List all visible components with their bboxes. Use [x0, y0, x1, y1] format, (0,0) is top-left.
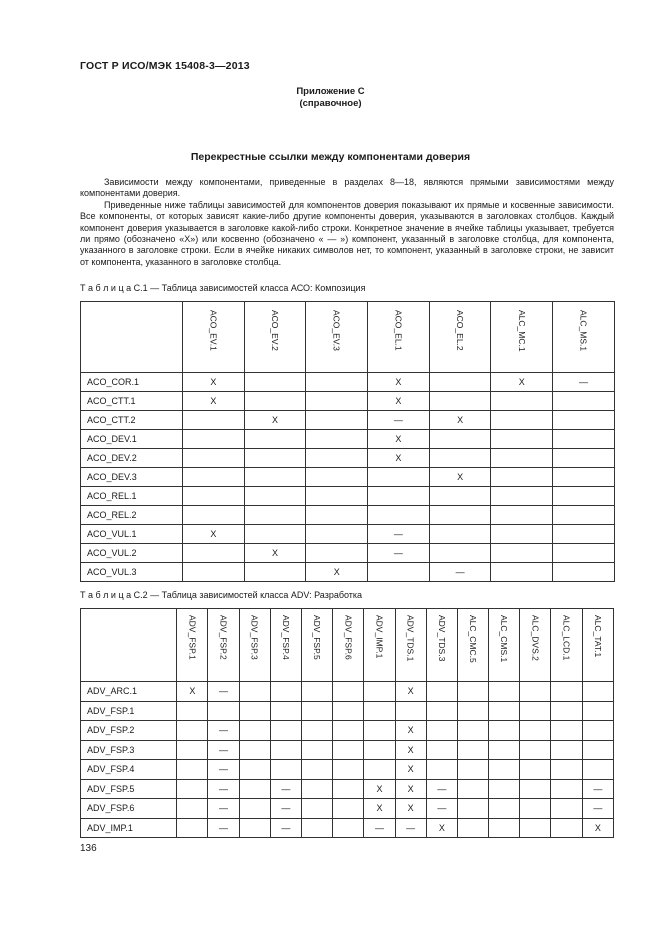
dependency-cell [183, 449, 245, 468]
dependency-cell [301, 760, 332, 780]
dependency-cell [489, 740, 520, 760]
dependency-cell [244, 468, 306, 487]
dependency-table-adv [80, 608, 614, 838]
column-header-label: ADV_FSP.6 [343, 615, 354, 660]
dependency-cell [489, 818, 520, 838]
dependency-cell [183, 563, 245, 582]
dependency-cell [270, 721, 301, 741]
dependency-cell: X [395, 740, 426, 760]
dependency-cell [306, 430, 368, 449]
row-header: ACO_REL.2 [81, 506, 183, 525]
table-row [81, 779, 614, 799]
dependency-cell [306, 373, 368, 392]
dependency-cell [183, 487, 245, 506]
dependency-cell [520, 701, 551, 721]
dependency-cell [491, 544, 553, 563]
column-header [364, 609, 395, 682]
dependency-cell [244, 563, 306, 582]
dependency-cell [270, 740, 301, 760]
table-row [81, 468, 615, 487]
dependency-cell [306, 487, 368, 506]
dependency-cell [457, 779, 488, 799]
dependency-cell [551, 682, 582, 702]
row-header: ACO_DEV.1 [81, 430, 183, 449]
column-header [489, 609, 520, 682]
dependency-cell: — [553, 373, 615, 392]
dependency-cell [364, 721, 395, 741]
dependency-cell [306, 392, 368, 411]
dependency-cell [553, 468, 615, 487]
table-row [81, 760, 614, 780]
dependency-cell [520, 760, 551, 780]
document-header: ГОСТ Р ИСО/МЭК 15408-3—2013 [80, 60, 250, 72]
dependency-cell [395, 701, 426, 721]
dependency-cell [244, 506, 306, 525]
column-header [582, 609, 613, 682]
column-header-label: ALC_DVS.2 [530, 615, 541, 661]
dependency-cell [489, 682, 520, 702]
column-header [395, 609, 426, 682]
column-header [520, 609, 551, 682]
dependency-cell [520, 799, 551, 819]
dependency-cell [301, 721, 332, 741]
row-header: ADV_FSP.4 [81, 760, 177, 780]
row-header: ADV_FSP.5 [81, 779, 177, 799]
dependency-cell: — [270, 779, 301, 799]
column-header [208, 609, 239, 682]
dependency-cell [491, 468, 553, 487]
dependency-cell: X [183, 392, 245, 411]
dependency-cell [520, 779, 551, 799]
dependency-cell: — [208, 682, 239, 702]
dependency-cell [457, 701, 488, 721]
dependency-cell: — [208, 760, 239, 780]
table-row [81, 487, 615, 506]
dependency-cell [520, 740, 551, 760]
dependency-cell [489, 799, 520, 819]
paragraph: Приведенные ниже таблицы зависимостей для компонентов доверия показывают их прямые и косвенные зависимости. Все компоненты, от которых зависят какие-либо другие компоненты доверия, указываются в заголовках столбцов. Каждый компонент доверия указывается в заголовке какой-либо строки. Конкретное значение в ячейке таблицы указывает, требуется ли прямо (обозначено «X») или косвенно (обозначено « — ») компонент, указанный в заголовке столбца, для компонента, указанного в заголовке строки. Если в ячейке никаких символов нет, то компонент, указанный в заголовке строки, не зависит от компонента, указанного в заголовке столбца. [80, 199, 614, 267]
dependency-cell [333, 740, 364, 760]
dependency-cell: — [368, 525, 430, 544]
dependency-cell [368, 563, 430, 582]
column-header [426, 609, 457, 682]
dependency-cell [239, 799, 270, 819]
dependency-cell [429, 430, 491, 449]
dependency-cell: X [491, 373, 553, 392]
dependency-cell [244, 487, 306, 506]
table-row [81, 563, 615, 582]
dependency-cell [177, 701, 208, 721]
row-header: ADV_FSP.6 [81, 799, 177, 819]
dependency-cell: X [244, 411, 306, 430]
column-header-label: ADV_FSP.4 [280, 615, 291, 660]
column-header-label: ACO_EV.1 [208, 310, 219, 351]
dependency-cell: — [429, 563, 491, 582]
dependency-cell [301, 701, 332, 721]
dependency-cell [239, 760, 270, 780]
dependency-cell: X [368, 373, 430, 392]
row-header: ACO_VUL.2 [81, 544, 183, 563]
dependency-cell [491, 430, 553, 449]
dependency-cell [457, 799, 488, 819]
dependency-cell [270, 760, 301, 780]
dependency-cell: — [270, 818, 301, 838]
column-header-label: ACO_EL.2 [455, 310, 466, 351]
table-row [81, 799, 614, 819]
column-header-label: ALC_CMC.5 [468, 615, 479, 663]
dependency-cell [183, 544, 245, 563]
table-caption-c1: Т а б л и ц а С.1 — Таблица зависимостей класса АСО: Композиция [80, 283, 366, 293]
dependency-cell [491, 392, 553, 411]
dependency-cell [364, 760, 395, 780]
dependency-cell [582, 740, 613, 760]
dependency-cell [306, 468, 368, 487]
column-header [553, 302, 615, 373]
column-header [491, 302, 553, 373]
column-header-label: ALC_TAT.1 [592, 615, 603, 658]
column-header [183, 302, 245, 373]
column-header-label: ADV_TDS.3 [436, 615, 447, 662]
header-corner-cell [81, 302, 183, 373]
table-row [81, 392, 615, 411]
dependency-cell [553, 411, 615, 430]
row-header: ADV_FSP.1 [81, 701, 177, 721]
dependency-cell [301, 682, 332, 702]
column-header-label: ALC_LCD.1 [561, 615, 572, 661]
dependency-cell [551, 701, 582, 721]
appendix-label: Приложение С [296, 86, 365, 97]
dependency-cell [429, 506, 491, 525]
dependency-cell [553, 487, 615, 506]
dependency-cell [301, 779, 332, 799]
dependency-cell: X [395, 721, 426, 741]
dependency-cell [368, 487, 430, 506]
column-header-label: ADV_FSP.1 [187, 615, 198, 660]
dependency-cell: X [395, 799, 426, 819]
dependency-cell [333, 799, 364, 819]
dependency-cell [426, 760, 457, 780]
dependency-cell [183, 506, 245, 525]
table-row [81, 525, 615, 544]
dependency-cell [489, 760, 520, 780]
dependency-cell [426, 682, 457, 702]
dependency-cell [553, 392, 615, 411]
dependency-cell [582, 682, 613, 702]
dependency-cell [368, 506, 430, 525]
column-header-label: ACO_EL.1 [393, 310, 404, 351]
dependency-cell: X [395, 779, 426, 799]
table-row [81, 430, 615, 449]
dependency-cell [301, 818, 332, 838]
dependency-cell [244, 525, 306, 544]
dependency-cell [457, 760, 488, 780]
row-header: ACO_VUL.1 [81, 525, 183, 544]
dependency-cell [364, 701, 395, 721]
column-header-label: ACO_EV.3 [331, 310, 342, 351]
dependency-cell [368, 468, 430, 487]
dependency-cell: — [368, 544, 430, 563]
row-header: ACO_REL.1 [81, 487, 183, 506]
dependency-cell [491, 449, 553, 468]
page-number: 136 [80, 843, 97, 854]
dependency-cell: — [208, 740, 239, 760]
dependency-cell [244, 449, 306, 468]
dependency-cell [429, 449, 491, 468]
table-row [81, 721, 614, 741]
column-header [244, 302, 306, 373]
column-header-label: ACO_EV.2 [270, 310, 281, 351]
dependency-cell [426, 740, 457, 760]
column-header [333, 609, 364, 682]
dependency-cell [429, 525, 491, 544]
dependency-cell [177, 740, 208, 760]
dependency-cell: — [208, 799, 239, 819]
row-header: ACO_CTT.1 [81, 392, 183, 411]
dependency-cell [429, 544, 491, 563]
intro-text [80, 177, 614, 268]
column-header-label: ADV_IMP.1 [374, 615, 385, 659]
row-header: ACO_VUL.3 [81, 563, 183, 582]
dependency-cell [489, 721, 520, 741]
dependency-cell [582, 701, 613, 721]
dependency-cell [426, 701, 457, 721]
table-header-row [81, 302, 615, 373]
dependency-cell [270, 682, 301, 702]
column-header-label: ADV_TDS.1 [405, 615, 416, 662]
dependency-cell [333, 779, 364, 799]
dependency-cell [457, 740, 488, 760]
dependency-cell [306, 506, 368, 525]
dependency-cell: X [368, 430, 430, 449]
dependency-cell: X [582, 818, 613, 838]
dependency-cell: X [183, 373, 245, 392]
appendix-title [0, 86, 661, 110]
dependency-cell [301, 799, 332, 819]
dependency-cell [333, 721, 364, 741]
dependency-cell: — [426, 779, 457, 799]
dependency-cell: — [270, 799, 301, 819]
dependency-cell: X [183, 525, 245, 544]
dependency-cell: — [364, 818, 395, 838]
dependency-cell [489, 701, 520, 721]
dependency-cell [520, 682, 551, 702]
dependency-cell [553, 563, 615, 582]
dependency-cell: X [429, 411, 491, 430]
dependency-cell [551, 799, 582, 819]
dependency-cell [183, 411, 245, 430]
column-header-label: ADV_FSP.3 [249, 615, 260, 660]
dependency-cell [491, 487, 553, 506]
row-header: ACO_CTT.2 [81, 411, 183, 430]
dependency-cell [239, 779, 270, 799]
dependency-cell: X [395, 682, 426, 702]
column-header [368, 302, 430, 373]
dependency-cell [457, 682, 488, 702]
table-caption-c2: Т а б л и ц а С.2 — Таблица зависимостей класса ADV: Разработка [80, 590, 363, 600]
dependency-cell: X [395, 760, 426, 780]
column-header-label: ADV_FSP.2 [218, 615, 229, 660]
column-header [177, 609, 208, 682]
table-row [81, 544, 615, 563]
dependency-cell [333, 701, 364, 721]
row-header: ADV_ARC.1 [81, 682, 177, 702]
dependency-cell [553, 449, 615, 468]
dependency-cell [239, 701, 270, 721]
dependency-cell: — [395, 818, 426, 838]
table-header-row [81, 609, 614, 682]
dependency-cell [491, 525, 553, 544]
table-row [81, 449, 615, 468]
dependency-cell [177, 818, 208, 838]
dependency-cell [457, 721, 488, 741]
dependency-cell [553, 506, 615, 525]
dependency-cell [239, 740, 270, 760]
dependency-cell [306, 525, 368, 544]
dependency-table-aco [80, 301, 615, 582]
dependency-cell: X [426, 818, 457, 838]
dependency-cell [306, 411, 368, 430]
dependency-cell [301, 740, 332, 760]
column-header-label: ALC_CMS.1 [499, 615, 510, 663]
column-header-label: ADV_FSP.5 [312, 615, 323, 660]
dependency-cell [551, 818, 582, 838]
column-header-label: ALC_MS.1 [578, 310, 589, 352]
dependency-cell [244, 373, 306, 392]
dependency-cell [239, 721, 270, 741]
dependency-cell: — [368, 411, 430, 430]
column-header [301, 609, 332, 682]
row-header: ADV_FSP.2 [81, 721, 177, 741]
dependency-cell [333, 760, 364, 780]
row-header: ADV_FSP.3 [81, 740, 177, 760]
column-header [429, 302, 491, 373]
paragraph: Зависимости между компонентами, приведенные в разделах 8—18, являются прямыми зависимостями между компонентами доверия. [80, 177, 614, 199]
dependency-cell [520, 818, 551, 838]
table-row [81, 740, 614, 760]
table-row [81, 682, 614, 702]
dependency-cell: X [368, 449, 430, 468]
dependency-cell: X [429, 468, 491, 487]
table-row [81, 506, 615, 525]
dependency-cell: — [426, 799, 457, 819]
dependency-cell [429, 392, 491, 411]
dependency-cell [553, 430, 615, 449]
dependency-cell [333, 682, 364, 702]
dependency-cell [183, 468, 245, 487]
table-row [81, 818, 614, 838]
dependency-cell: X [244, 544, 306, 563]
row-header: ADV_IMP.1 [81, 818, 177, 838]
dependency-cell [582, 721, 613, 741]
column-header [239, 609, 270, 682]
dependency-cell [553, 525, 615, 544]
dependency-cell [582, 760, 613, 780]
dependency-cell: X [364, 779, 395, 799]
table-row [81, 373, 615, 392]
dependency-cell [244, 430, 306, 449]
dependency-cell [551, 779, 582, 799]
table-row [81, 411, 615, 430]
dependency-cell [244, 392, 306, 411]
dependency-cell [551, 760, 582, 780]
dependency-cell [177, 760, 208, 780]
header-corner-cell [81, 609, 177, 682]
table-row [81, 701, 614, 721]
dependency-cell: X [368, 392, 430, 411]
dependency-cell [364, 740, 395, 760]
dependency-cell [429, 487, 491, 506]
dependency-cell: — [208, 779, 239, 799]
column-header [457, 609, 488, 682]
dependency-cell: — [208, 721, 239, 741]
dependency-cell: X [177, 682, 208, 702]
row-header: ACO_DEV.3 [81, 468, 183, 487]
dependency-cell [457, 818, 488, 838]
dependency-cell: X [306, 563, 368, 582]
dependency-cell [177, 779, 208, 799]
dependency-cell [491, 411, 553, 430]
row-header: ACO_DEV.2 [81, 449, 183, 468]
column-header [306, 302, 368, 373]
dependency-cell [553, 544, 615, 563]
dependency-cell [426, 721, 457, 741]
dependency-cell [333, 818, 364, 838]
dependency-cell [491, 506, 553, 525]
dependency-cell [489, 779, 520, 799]
column-header [551, 609, 582, 682]
dependency-cell [306, 544, 368, 563]
column-header [270, 609, 301, 682]
row-header: ACO_COR.1 [81, 373, 183, 392]
dependency-cell [551, 740, 582, 760]
dependency-cell [364, 682, 395, 702]
dependency-cell: — [582, 799, 613, 819]
dependency-cell [306, 449, 368, 468]
dependency-cell: X [364, 799, 395, 819]
section-heading: Перекрестные ссылки между компонентами доверия [190, 151, 471, 163]
dependency-cell [177, 721, 208, 741]
dependency-cell [270, 701, 301, 721]
dependency-cell [429, 373, 491, 392]
dependency-cell [183, 430, 245, 449]
dependency-cell [239, 818, 270, 838]
dependency-cell [239, 682, 270, 702]
dependency-cell [208, 701, 239, 721]
dependency-cell: — [208, 818, 239, 838]
dependency-cell [491, 563, 553, 582]
column-header-label: ALC_MC.1 [516, 310, 527, 352]
dependency-cell [520, 721, 551, 741]
appendix-subtitle: (справочное) [299, 98, 362, 109]
dependency-cell: — [582, 779, 613, 799]
dependency-cell [177, 799, 208, 819]
dependency-cell [551, 721, 582, 741]
